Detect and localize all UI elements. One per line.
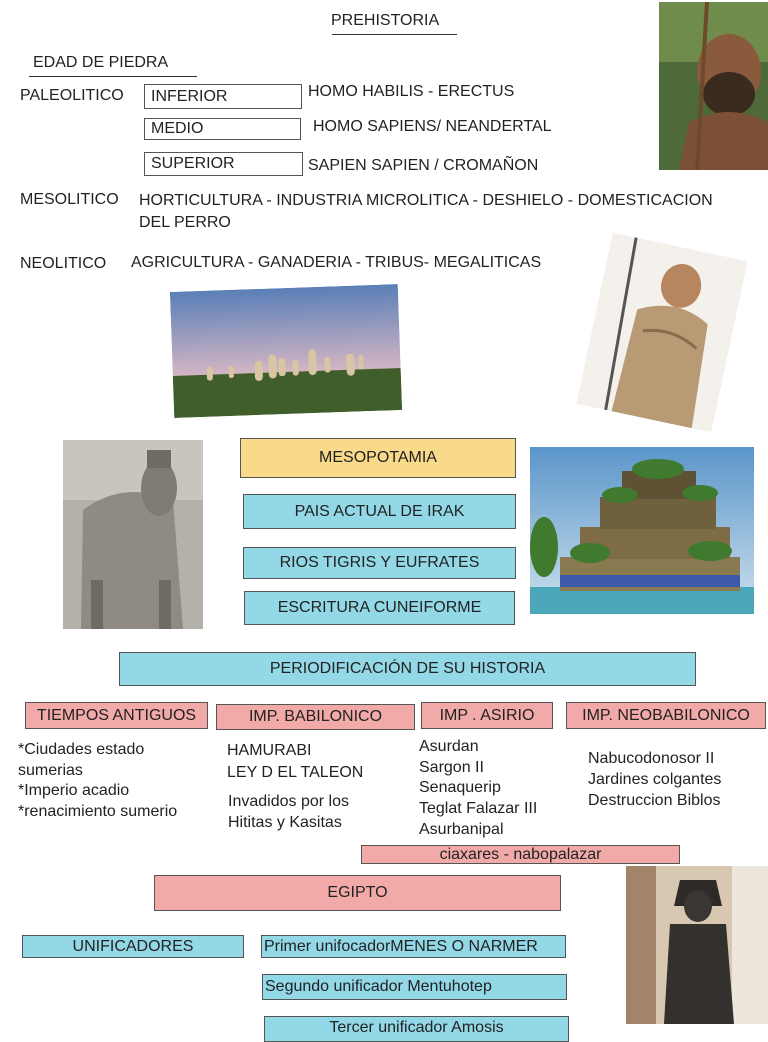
rios-box	[243, 547, 516, 579]
escritura-text: ESCRITURA CUNEIFORME	[277, 599, 482, 616]
superior-label: SUPERIOR	[151, 155, 235, 172]
babilonico-box	[216, 704, 415, 730]
pais-text: PAIS ACTUAL DE IRAK	[294, 502, 465, 520]
inferior-box	[144, 84, 302, 109]
tiempos-item: *Ciudades estado	[18, 741, 145, 758]
superior-desc: SAPIEN SAPIEN / CROMAÑON	[308, 157, 539, 174]
mesopotamia-title-box	[240, 438, 516, 478]
segundo-unificador-text: Segundo unificador Mentuhotep	[265, 978, 492, 995]
tiempos-item: *Imperio acadio	[18, 782, 130, 799]
escritura-box	[244, 591, 515, 625]
mesolitico-desc-line2: DEL PERRO	[139, 214, 231, 231]
unificadores-box	[22, 935, 244, 958]
neobabilonico-item: Jardines colgantes	[588, 771, 722, 788]
asirio-item: Teglat Falazar III	[419, 800, 538, 817]
asirio-item: Asurbanipal	[419, 821, 504, 838]
neobabilonico-item: Destruccion Biblos	[588, 792, 721, 809]
neobabilonico-item: Nabucodonosor II	[588, 750, 715, 767]
tiempos-antiguos-label: TIEMPOS ANTIGUOS	[36, 706, 197, 724]
neolitico-desc: AGRICULTURA - GANADERIA - TRIBUS- MEGALITICAS	[131, 254, 542, 271]
menhirs-photo	[170, 284, 402, 418]
tercer-unificador-box	[264, 1016, 569, 1042]
mesolitico-desc-line1: HORTICULTURA - INDUSTRIA MICROLITICA - DESHIELO - DOMESTICACION	[139, 192, 713, 209]
pharaoh-statue-photo	[626, 866, 768, 1024]
segundo-unificador-box	[262, 974, 567, 1000]
asirio-item: Senaquerip	[419, 779, 501, 796]
primer-unificador-text: Primer unifocadorMENES O NARMER	[264, 937, 538, 955]
asirio-box	[421, 702, 553, 729]
babilonico-item: Invadidos por los	[228, 793, 349, 810]
babilonico-item: LEY D EL TALEON	[227, 764, 364, 781]
tiempos-item: sumerias	[18, 762, 83, 779]
mesolitico-label: MESOLITICO	[20, 191, 119, 208]
inferior-label: INFERIOR	[151, 87, 228, 105]
primer-unificador-box	[261, 935, 566, 958]
egipto-title-box	[154, 875, 561, 911]
babilonico-item: HAMURABI	[227, 742, 312, 759]
superior-box	[144, 152, 303, 176]
neobabilonico-label: IMP. NEOBABILONICO	[582, 706, 750, 724]
prehistoric-woman-photo	[576, 233, 747, 433]
medio-desc: HOMO SAPIENS/ NEANDERTAL	[313, 118, 552, 135]
prehistoria-title: PREHISTORIA	[331, 12, 440, 29]
neolitico-label: NEOLITICO	[20, 255, 107, 272]
asirio-item: Sargon II	[419, 759, 484, 776]
neobabilonico-box	[566, 702, 766, 729]
asirio-item: Asurdan	[419, 738, 479, 755]
title-underline	[332, 34, 457, 35]
periodificacion-text: PERIODIFICACIÓN DE SU HISTORIA	[269, 660, 546, 677]
inferior-desc: HOMO HABILIS - ERECTUS	[308, 83, 515, 100]
babilonico-label: IMP. BABILONICO	[248, 708, 383, 725]
mesopotamia-title: MESOPOTAMIA	[319, 449, 437, 466]
tiempos-item: *renacimiento sumerio	[18, 803, 178, 820]
medio-label: MEDIO	[151, 120, 204, 137]
lamassu-photo	[63, 440, 203, 629]
rios-text: RIOS TIGRIS Y EUFRATES	[279, 554, 480, 571]
tiempos-antiguos-box	[25, 702, 208, 729]
asirio-label: IMP . ASIRIO	[439, 706, 535, 724]
hanging-gardens-photo	[530, 447, 754, 614]
paleolitico-label: PALEOLITICO	[20, 87, 124, 104]
pais-box	[243, 494, 516, 529]
unificadores-label: UNIFICADORES	[72, 937, 194, 955]
neanderthal-photo	[659, 2, 768, 170]
egipto-title: EGIPTO	[327, 884, 388, 901]
babilonico-item: Hititas y Kasitas	[228, 814, 342, 831]
ciaxares-box	[361, 845, 680, 864]
tercer-unificador-text: Tercer unificador Amosis	[329, 1019, 504, 1036]
edad-piedra-heading: EDAD DE PIEDRA	[33, 54, 169, 71]
ciaxares-text: ciaxares - nabopalazar	[439, 845, 602, 863]
medio-box	[144, 118, 301, 140]
edad-piedra-underline	[29, 76, 197, 77]
periodificacion-box	[119, 652, 696, 686]
